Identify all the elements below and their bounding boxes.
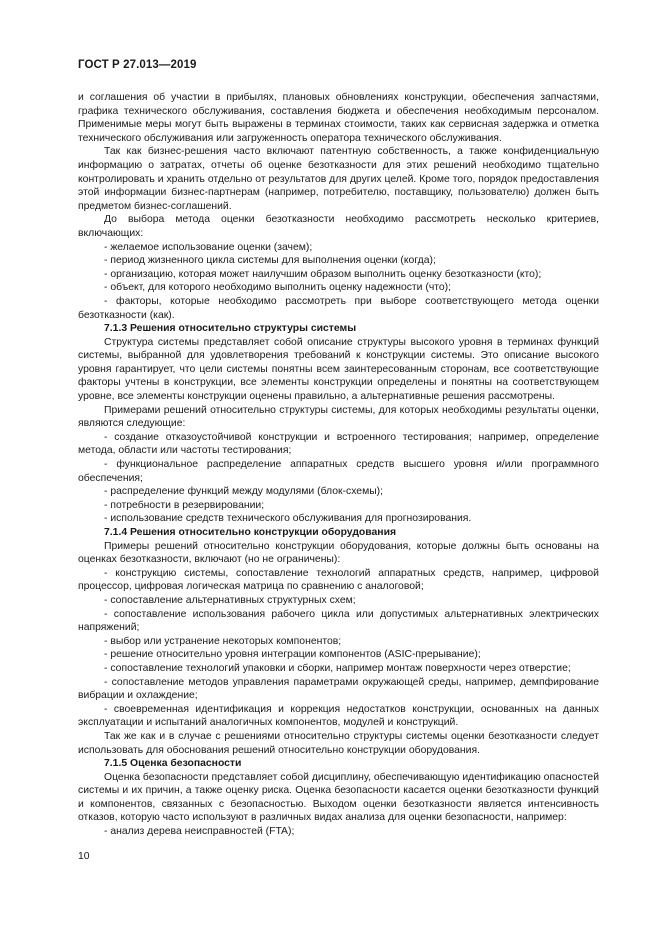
section-heading: 7.1.4 Решения относительно конструкции оборудования — [104, 527, 397, 538]
paragraph: - сопоставление использования рабочего цикла или допустимых альтернативных электрических напряжений; — [78, 608, 599, 634]
paragraph: Так же как и в случае с решениями относительно структуры системы оценки безотказности следует использовать для обоснования решений относительно конструкции оборудования. — [78, 730, 599, 756]
paragraph: - потребности в резервировании; — [104, 499, 265, 511]
paragraph: - анализ дерева неисправностей (FTA); — [104, 826, 295, 838]
paragraph: - желаемое использование оценки (зачем); — [104, 241, 313, 253]
paragraph: Примеры решений относительно конструкции оборудования, которые должны быть основаны на оценках безотказности, включают (но не ограничены): — [78, 540, 599, 566]
paragraph: Оценка безопасности представляет собой дисциплину, обеспечивающую идентификацию опасностей системы и их причин, а также оценку риска. Оценка безопасности касается оценки безотказности функций и компонентов, связанных с безопасностью. Выходом оценки безотказности является интенсивность отказов, которую часто используют в различных видах анализа для оценки безопасности, например: — [78, 771, 599, 824]
paragraph: - создание отказоустойчивой конструкции и встроенного тестирования; например, определение метода, области или частоты тестирования; — [78, 431, 599, 457]
document-header: ГОСТ Р 27.013—2019 — [78, 59, 197, 71]
paragraph: - сопоставление технологий упаковки и сборки, например монтаж поверхности через отверстие; — [104, 662, 571, 674]
paragraph: - сопоставление альтернативных структурных схем; — [104, 594, 356, 606]
section-heading: 7.1.3 Решения относительно структуры системы — [104, 323, 357, 335]
paragraph: - своевременная идентификация и коррекция недостатков конструкции, основанных на данных эксплуатации и испытаний аналогичных компонентов, модулей и конструкций. — [78, 703, 599, 729]
paragraph: - выбор или устранение некоторых компонентов; — [104, 635, 342, 647]
paragraph: - решение относительно уровня интеграции компонентов (ASIC-прерывание); — [104, 649, 481, 661]
paragraph: - использование средств технического обслуживания для прогнозирования. — [104, 513, 472, 525]
paragraph: Примерами решений относительно структуры системы, для которых необходимы результаты оценки, являются следующие: — [78, 404, 599, 430]
page-number: 10 — [78, 851, 90, 862]
paragraph: Структура системы представляет собой описание структуры высокого уровня в терминах функций системы, выбранной для удовлетворения требований к конструкции системы. Это описание высокого уровня гарантирует, что цели системы понятны всем заинтересованным сторонам, все соответствующие факторы учтены в конструкции, все элементы конструкции определены и понятны на соответствующем уровне, все элементы конструкции оценены правильно, а альтернативные решения рассмотрены. — [78, 336, 599, 403]
document-body — [78, 91, 599, 839]
paragraph: и соглашения об участии в прибылях, плановых обновлениях конструкции, обеспечения запчастями, графика технического обслуживания, составления бюджета и обеспечения необходимым персоналом. Применимые меры могут быть выражены в терминах стоимости, таких как сервисная задержка и отметка технического обслуживания или загруженность оператора технического обслуживания. — [78, 92, 599, 144]
paragraph: - сопоставление методов управления параметрами окружающей среды, например, демпфирование вибрации и охлаждение; — [78, 676, 599, 702]
paragraph: - конструкцию системы, сопоставление технологий аппаратных средств, например, цифровой процессор, цифровая логическая матрица по сравнению с аналоговой; — [78, 567, 599, 593]
paragraph: До выбора метода оценки безотказности необходимо рассмотреть несколько критериев, включающих: — [78, 214, 599, 239]
paragraph: - период жизненного цикла системы для выполнения оценки (когда); — [104, 255, 436, 267]
paragraph: - объект, для которого необходимо выполнить оценку надежности (что); — [104, 282, 452, 294]
section-heading: 7.1.5 Оценка безопасности — [104, 758, 242, 770]
paragraph: Так как бизнес-решения часто включают патентную собственность, а также конфиденциальную информацию о затратах, отчеты об оценке безотказности для этих решений необходимо тщательно контролировать и хранить отдельно от результатов для других целей. Кроме того, порядок предоставления этой информации бизнес-партнерам (например, потребителю, поставщику, пользователю) должен быть предметом бизнес-соглашений. — [78, 146, 599, 212]
paragraph: - факторы, которые необходимо рассмотреть при выборе соответствующего метода оценки безотказности (как). — [78, 295, 599, 321]
paragraph: - функциональное распределение аппаратных средств высшего уровня и/или программного обеспечения; — [78, 459, 599, 484]
paragraph: - организацию, которая может наилучшим образом выполнить оценку безотказности (кто); — [104, 268, 542, 280]
paragraph: - распределение функций между модулями (блок-схемы); — [104, 486, 384, 498]
